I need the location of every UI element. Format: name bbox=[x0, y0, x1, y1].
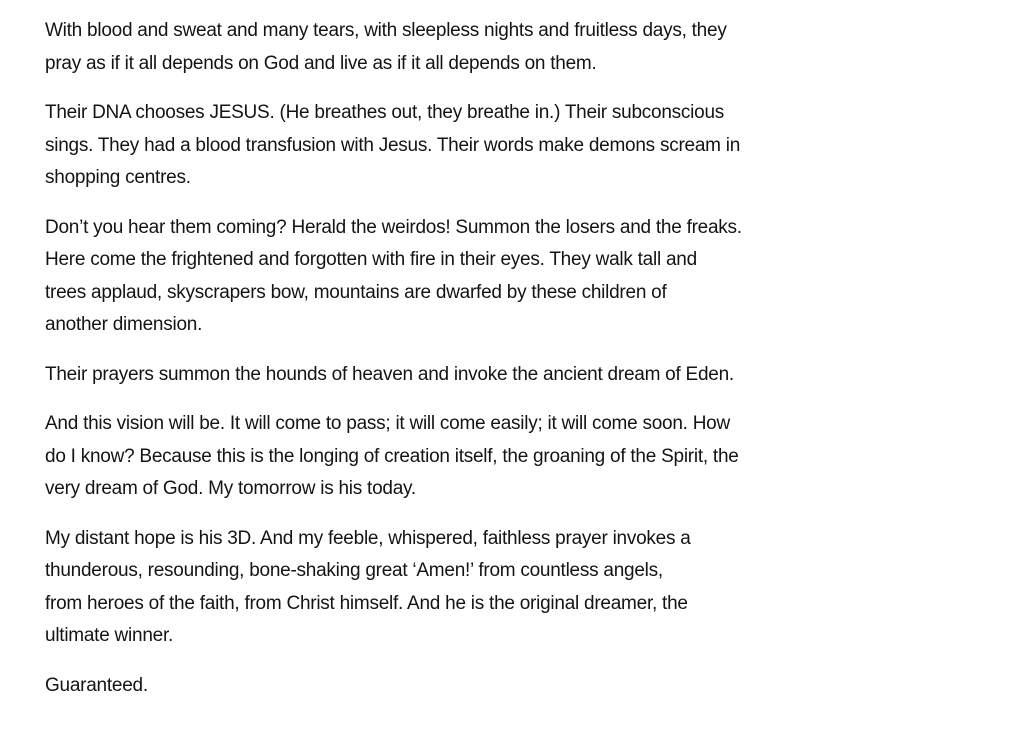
paragraph-5 bbox=[45, 408, 835, 506]
text-line: pray as if it all depends on God and live as if it all depends on them. bbox=[45, 52, 597, 74]
paragraph-2 bbox=[45, 97, 835, 195]
text-line: from heroes of the faith, from Christ himself. And he is the original dreamer, the bbox=[45, 592, 688, 614]
text-line: very dream of God. My tomorrow is his today. bbox=[45, 478, 416, 499]
text-line: trees applaud, skyscrapers bow, mountains are dwarfed by these children of bbox=[45, 281, 667, 303]
paragraph-1 bbox=[45, 15, 835, 80]
document-body bbox=[45, 15, 835, 719]
text-line: thunderous, resounding, bone-shaking great ‘Amen!’ from countless angels, bbox=[45, 560, 663, 581]
text-line: shopping centres. bbox=[45, 167, 191, 188]
paragraph-6 bbox=[45, 523, 835, 653]
text-line: My distant hope is his 3D. And my feeble, whispered, faithless prayer invokes a bbox=[45, 527, 691, 549]
paragraph-7 bbox=[45, 670, 835, 703]
paragraph-3 bbox=[45, 212, 835, 342]
text-line: Their DNA chooses JESUS. (He breathes out, they breathe in.) Their subconscious bbox=[45, 102, 725, 123]
text-line: Don’t you hear them coming? Herald the weirdos! Summon the losers and the freaks. bbox=[45, 216, 742, 238]
text-line: sings. They had a blood transfusion with Jesus. Their words make demons scream in bbox=[45, 134, 741, 156]
text-line: Guaranteed. bbox=[45, 674, 148, 696]
text-line: do I know? Because this is the longing of creation itself, the groaning of the Spirit, the bbox=[45, 445, 739, 467]
text-line: ultimate winner. bbox=[45, 625, 174, 646]
text-line: With blood and sweat and many tears, with sleepless nights and fruitless days, they bbox=[45, 20, 727, 41]
text-line: Here come the frightened and forgotten with fire in their eyes. They walk tall and bbox=[45, 249, 697, 270]
text-line: another dimension. bbox=[45, 314, 203, 335]
text-line: And this vision will be. It will come to pass; it will come easily; it will come soon. How bbox=[45, 413, 730, 434]
text-line: Their prayers summon the hounds of heaven and invoke the ancient dream of Eden. bbox=[45, 363, 734, 385]
paragraph-4 bbox=[45, 359, 835, 392]
